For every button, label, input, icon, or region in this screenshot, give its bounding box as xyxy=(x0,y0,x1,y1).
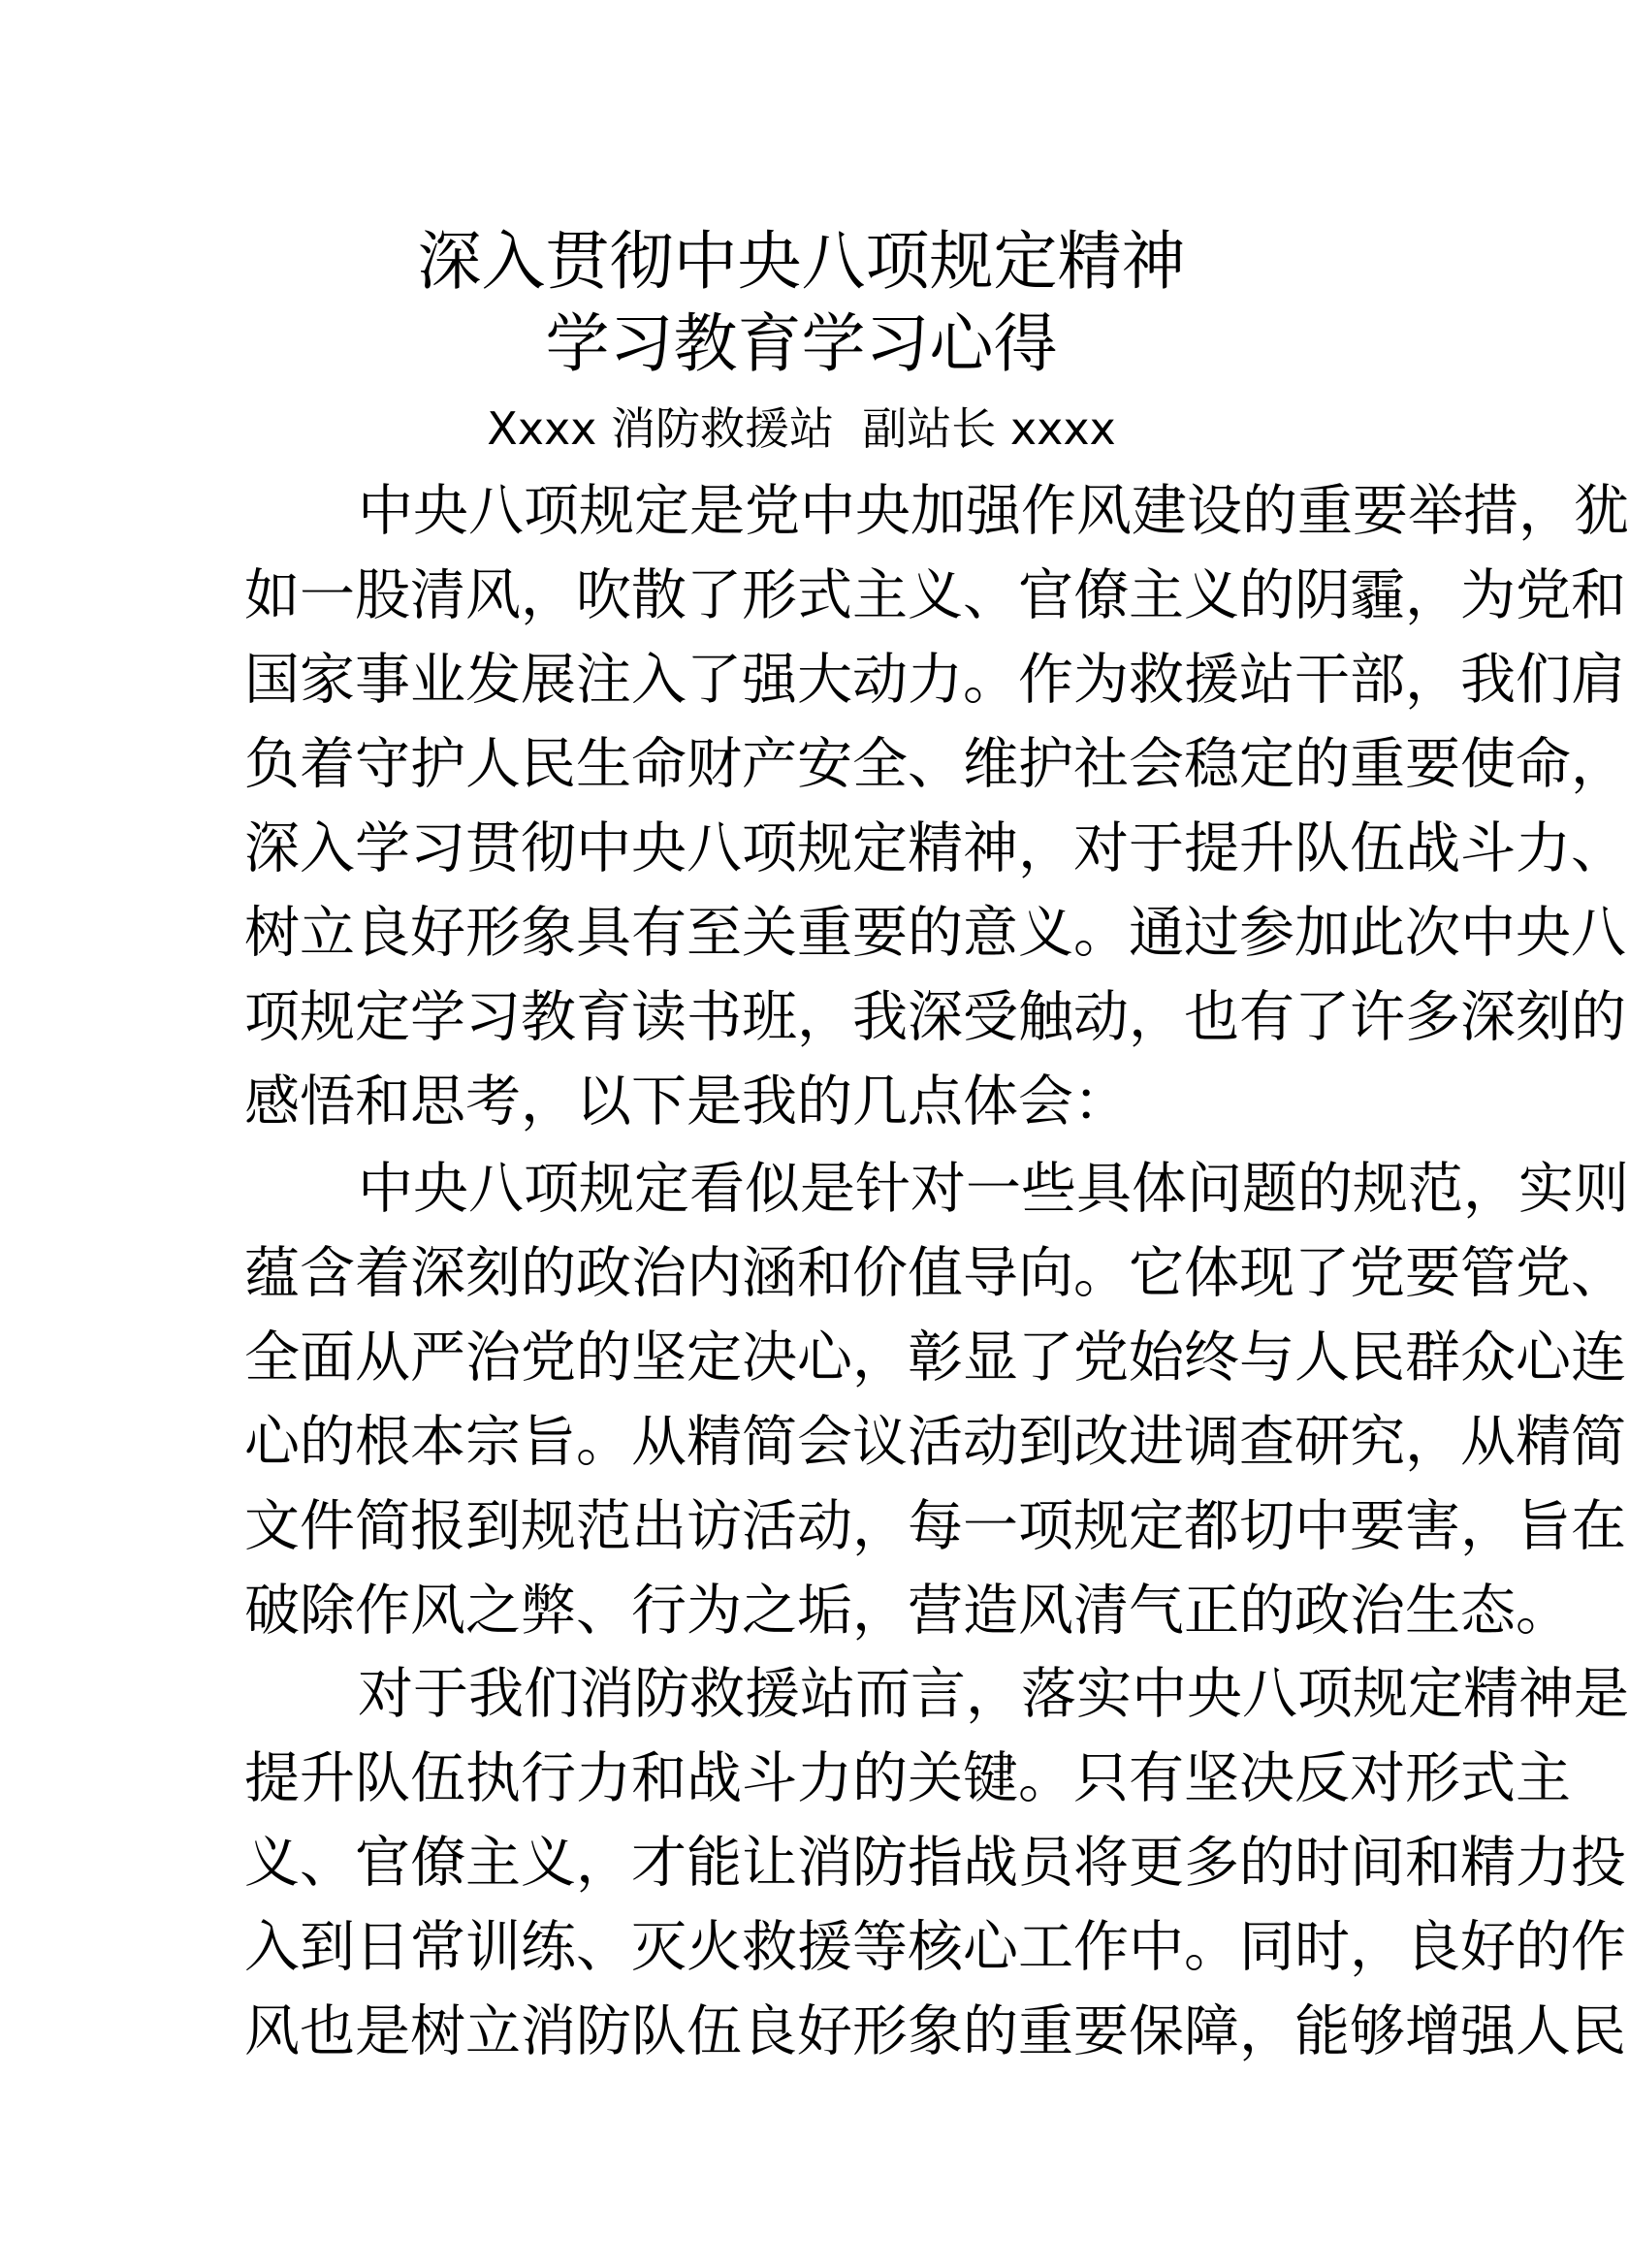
text-line: 项规定学习教育读书班，我深受触动，也有了许多深刻的 xyxy=(244,985,1626,1049)
text-line: 对于我们消防救援站而言，落实中央八项规定精神是 xyxy=(358,1662,1629,1726)
text-line: 国家事业发展注入了强大动力。作为救援站干部，我们肩 xyxy=(244,648,1626,712)
text-line: 破除作风之弊、行为之垢，营造风清气正的政治生态。 xyxy=(244,1579,1571,1643)
paragraph-3 xyxy=(244,1652,1629,2074)
document-title-line-2: 学习教育学习心得 xyxy=(545,306,1058,381)
text-line: 风也是树立消防队伍良好形象的重要保障，能够增强人民 xyxy=(244,1999,1626,2063)
document-title-line-1: 深入贯彻中央八项规定精神 xyxy=(417,224,1186,299)
text-line: 提升队伍执行力和战斗力的关键。只有坚决反对形式主 xyxy=(244,1746,1571,1810)
paragraph-1 xyxy=(244,469,1629,1144)
paragraph-2 xyxy=(244,1147,1629,1653)
text-line: 心的根本宗旨。从精简会议活动到改进调查研究，从精简 xyxy=(244,1410,1626,1474)
text-line: 负着守护人民生命财产安全、维护社会稳定的重要使命， xyxy=(244,732,1626,796)
text-line: 全面从严治党的坚定决心，彰显了党始终与人民群众心连 xyxy=(244,1326,1626,1390)
text-line: 中央八项规定是党中央加强作风建设的重要举措，犹 xyxy=(358,479,1629,543)
text-line: 入到日常训练、灭火救援等核心工作中。同时，良好的作 xyxy=(244,1915,1626,1979)
text-line: 深入学习贯彻中央八项规定精神，对于提升队伍战斗力、 xyxy=(244,816,1626,880)
text-line: 文件简报到规范出访活动，每一项规定都切中要害，旨在 xyxy=(244,1494,1626,1558)
text-line: 树立良好形象具有至关重要的意义。通过参加此次中央八 xyxy=(244,901,1626,965)
text-line: 如一股清风，吹散了形式主义、官僚主义的阴霾，为党和 xyxy=(244,563,1626,627)
text-line: 义、官僚主义，才能让消防指战员将更多的时间和精力投 xyxy=(244,1831,1626,1895)
author-byline: Xxxx 消防救援站 副站长 xxxx xyxy=(487,402,1116,455)
text-line: 感悟和思考，以下是我的几点体会： xyxy=(244,1070,1129,1134)
text-line: 中央八项规定看似是针对一些具体问题的规范，实则 xyxy=(358,1157,1629,1221)
text-line: 蕴含着深刻的政治内涵和价值导向。它体现了党要管党、 xyxy=(244,1241,1626,1305)
